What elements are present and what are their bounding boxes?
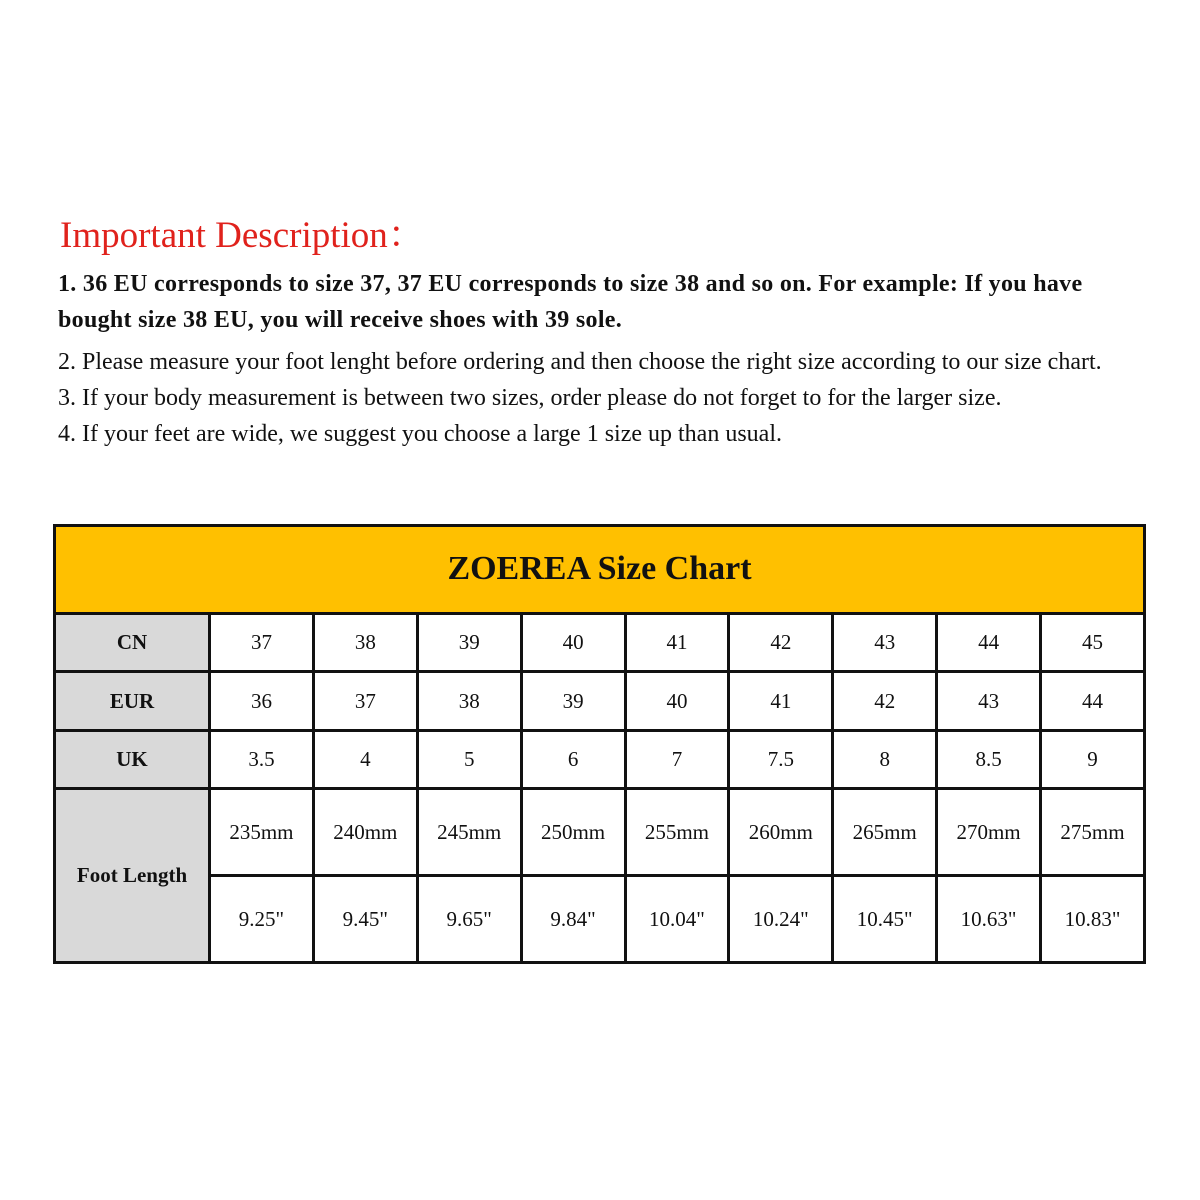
note-2: 2. Please measure your foot lenght before ordering and then choose the right size according to our size chart.: [58, 349, 1102, 375]
table-cell: 9.25": [210, 876, 314, 963]
table-cell: 10.83": [1041, 876, 1145, 963]
table-cell: 260mm: [729, 789, 833, 876]
table-cell: 8: [833, 730, 937, 789]
table-cell: 4: [313, 730, 417, 789]
table-cell: 10.45": [833, 876, 937, 963]
row-label-foot-length: Foot Length: [55, 789, 210, 963]
table-cell: 37: [313, 672, 417, 731]
table-cell: 8.5: [937, 730, 1041, 789]
table-cell: 9: [1041, 730, 1145, 789]
table-cell: 36: [210, 672, 314, 731]
table-cell: 41: [625, 613, 729, 672]
size-chart-table: [53, 524, 1146, 964]
table-cell: 270mm: [937, 789, 1041, 876]
note-3: 3. If your body measurement is between two sizes, order please do not forget to for the larger size.: [58, 385, 1002, 411]
table-cell: 44: [1041, 672, 1145, 731]
table-row-uk: [55, 730, 1145, 789]
table-cell: 39: [521, 672, 625, 731]
table-cell: 40: [521, 613, 625, 672]
table-cell: 10.63": [937, 876, 1041, 963]
table-cell: 42: [833, 672, 937, 731]
table-cell: 275mm: [1041, 789, 1145, 876]
row-label-uk: UK: [55, 730, 210, 789]
table-cell: 38: [417, 672, 521, 731]
table-cell: 10.04": [625, 876, 729, 963]
table-row-foot-length-mm: [55, 789, 1145, 876]
table-cell: 38: [313, 613, 417, 672]
note-4: 4. If your feet are wide, we suggest you choose a large 1 size up than usual.: [58, 421, 782, 447]
table-cell: 43: [937, 672, 1041, 731]
table-cell: 255mm: [625, 789, 729, 876]
table-cell: 44: [937, 613, 1041, 672]
table-cell: 9.45": [313, 876, 417, 963]
table-cell: 250mm: [521, 789, 625, 876]
table-cell: 235mm: [210, 789, 314, 876]
table-cell: 6: [521, 730, 625, 789]
table-row-foot-length-inches: [55, 876, 1145, 963]
table-cell: 5: [417, 730, 521, 789]
table-cell: 9.65": [417, 876, 521, 963]
table-cell: 3.5: [210, 730, 314, 789]
table-cell: 245mm: [417, 789, 521, 876]
table-cell: 41: [729, 672, 833, 731]
important-description: [58, 212, 1148, 452]
table-cell: 42: [729, 613, 833, 672]
table-cell: 9.84": [521, 876, 625, 963]
description-heading: Important Description：: [60, 215, 425, 256]
table-row-cn: [55, 613, 1145, 672]
row-label-cn: CN: [55, 613, 210, 672]
table-cell: 43: [833, 613, 937, 672]
size-chart-title: ZOEREA Size Chart: [55, 526, 1145, 614]
table-row-eur: [55, 672, 1145, 731]
row-label-eur: EUR: [55, 672, 210, 731]
table-cell: 7.5: [729, 730, 833, 789]
table-cell: 39: [417, 613, 521, 672]
table-cell: 45: [1041, 613, 1145, 672]
table-cell: 37: [210, 613, 314, 672]
table-cell: 265mm: [833, 789, 937, 876]
note-1: 1. 36 EU corresponds to size 37, 37 EU corresponds to size 38 and so on. For example: If you have bought size 38 EU, you will receive shoes with 39 sole.: [58, 271, 1083, 333]
table-cell: 40: [625, 672, 729, 731]
table-cell: 7: [625, 730, 729, 789]
table-cell: 10.24": [729, 876, 833, 963]
table-cell: 240mm: [313, 789, 417, 876]
